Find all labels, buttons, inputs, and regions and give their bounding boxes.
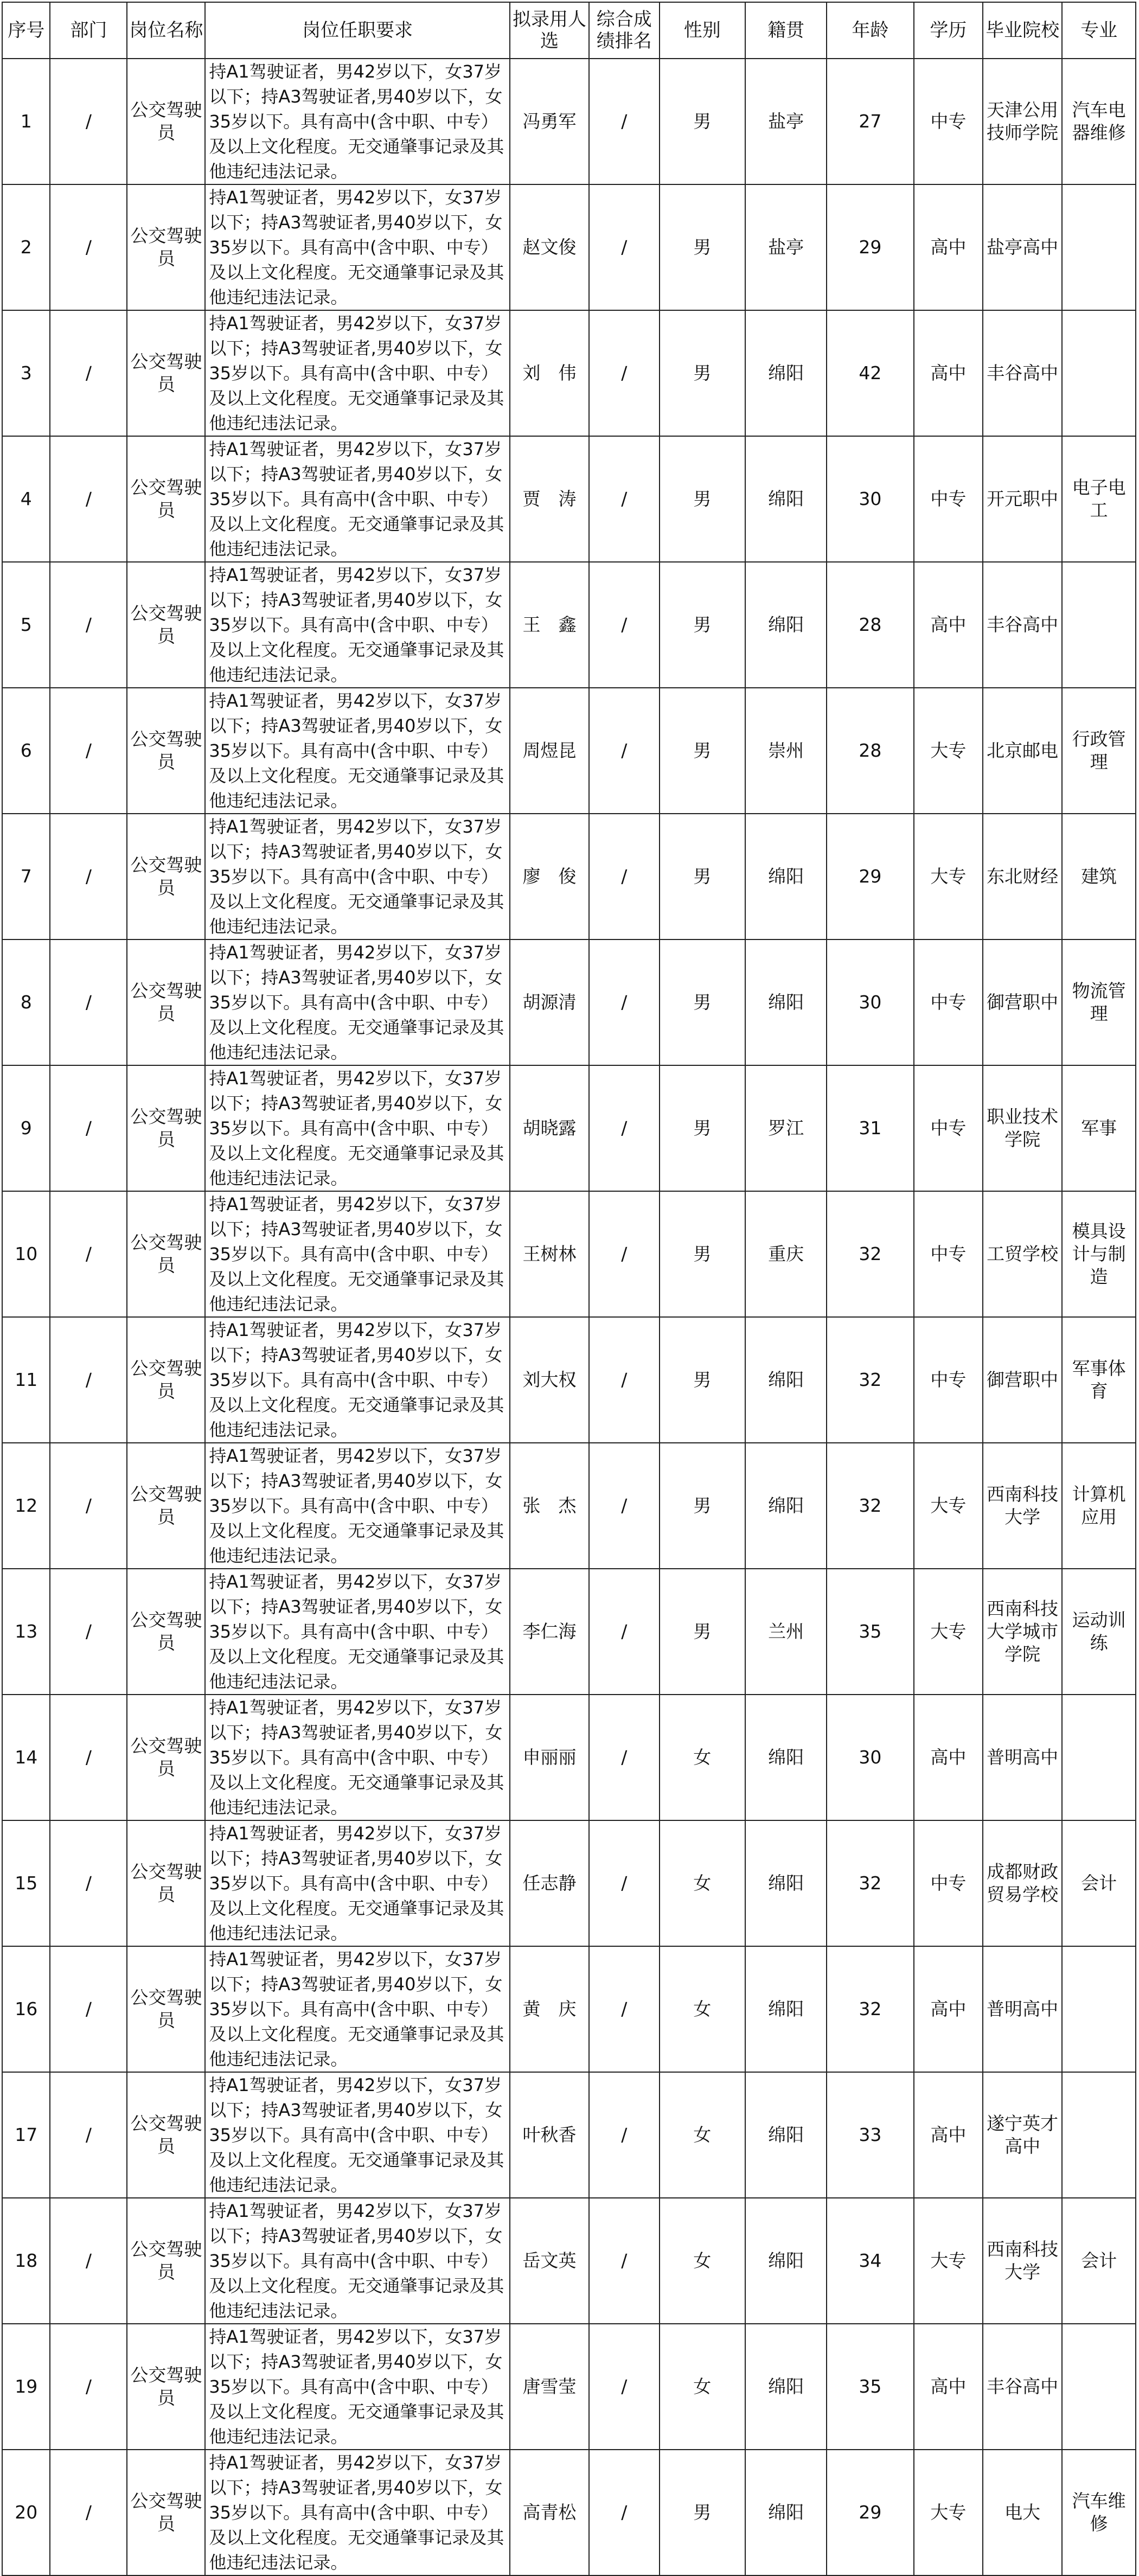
position-cell: 公交驾驶员	[127, 562, 205, 688]
origin-cell: 盐亭	[745, 184, 827, 310]
row-number-cell: 14	[2, 1695, 50, 1820]
position-cell: 公交驾驶员	[127, 310, 205, 436]
department-cell: /	[50, 2450, 127, 2575]
row-number-cell: 8	[2, 939, 50, 1065]
rank-cell: /	[589, 1695, 660, 1820]
school-cell: 北京邮电	[983, 688, 1062, 814]
rank-cell: /	[589, 436, 660, 562]
origin-cell: 绵阳	[745, 310, 827, 436]
candidate-name-cell: 胡源清	[510, 939, 589, 1065]
major-cell: 电子电工	[1062, 436, 1136, 562]
rank-cell: /	[589, 1946, 660, 2072]
position-cell: 公交驾驶员	[127, 1191, 205, 1317]
header-cell-origin: 籍贯	[745, 2, 827, 59]
age-cell: 28	[827, 562, 913, 688]
requirement-cell: 持A1驾驶证者，男42岁以下，女37岁以下；持A3驾驶证者,男40岁以下，女35岁以下。具有高中(含中职、中专）及以上文化程度。无交通肇事记录及其他违纪违法记录。	[205, 184, 510, 310]
education-cell: 高中	[914, 184, 983, 310]
requirement-cell: 持A1驾驶证者，男42岁以下，女37岁以下；持A3驾驶证者,男40岁以下，女35岁以下。具有高中(含中职、中专）及以上文化程度。无交通肇事记录及其他违纪违法记录。	[205, 1065, 510, 1191]
row-number-cell: 19	[2, 2324, 50, 2450]
rank-cell: /	[589, 1569, 660, 1695]
table-row	[2, 184, 1136, 310]
school-cell: 天津公用技师学院	[983, 59, 1062, 184]
education-cell: 中专	[914, 1191, 983, 1317]
age-cell: 32	[827, 1317, 913, 1443]
position-cell: 公交驾驶员	[127, 1695, 205, 1820]
row-number-cell: 4	[2, 436, 50, 562]
age-cell: 28	[827, 688, 913, 814]
department-cell: /	[50, 1946, 127, 2072]
position-cell: 公交驾驶员	[127, 2198, 205, 2324]
school-cell: 盐亭高中	[983, 184, 1062, 310]
header-cell-education: 学历	[914, 2, 983, 59]
row-number-cell: 6	[2, 688, 50, 814]
table-row	[2, 1317, 1136, 1443]
education-cell: 中专	[914, 939, 983, 1065]
table-row	[2, 562, 1136, 688]
requirement-cell: 持A1驾驶证者，男42岁以下，女37岁以下；持A3驾驶证者,男40岁以下，女35岁以下。具有高中(含中职、中专）及以上文化程度。无交通肇事记录及其他违纪违法记录。	[205, 2450, 510, 2575]
department-cell: /	[50, 310, 127, 436]
major-cell: 物流管理	[1062, 939, 1136, 1065]
header-cell-no: 序号	[2, 2, 50, 59]
major-cell	[1062, 1946, 1136, 2072]
education-cell: 大专	[914, 688, 983, 814]
age-cell: 35	[827, 1569, 913, 1695]
major-cell: 运动训练	[1062, 1569, 1136, 1695]
row-number-cell: 13	[2, 1569, 50, 1695]
row-number-cell: 3	[2, 310, 50, 436]
header-cell-rank: 综合成绩排名	[589, 2, 660, 59]
row-number-cell: 18	[2, 2198, 50, 2324]
school-cell: 普明高中	[983, 1695, 1062, 1820]
candidate-name-cell: 廖 俊	[510, 814, 589, 939]
requirement-cell: 持A1驾驶证者，男42岁以下，女37岁以下；持A3驾驶证者,男40岁以下，女35岁以下。具有高中(含中职、中专）及以上文化程度。无交通肇事记录及其他违纪违法记录。	[205, 436, 510, 562]
origin-cell: 绵阳	[745, 1946, 827, 2072]
requirement-cell: 持A1驾驶证者，男42岁以下，女37岁以下；持A3驾驶证者,男40岁以下，女35岁以下。具有高中(含中职、中专）及以上文化程度。无交通肇事记录及其他违纪违法记录。	[205, 1695, 510, 1820]
header-cell-gender: 性别	[660, 2, 745, 59]
education-cell: 高中	[914, 562, 983, 688]
row-number-cell: 7	[2, 814, 50, 939]
major-cell: 汽车电器维修	[1062, 59, 1136, 184]
origin-cell: 盐亭	[745, 59, 827, 184]
table-row	[2, 310, 1136, 436]
department-cell: /	[50, 2324, 127, 2450]
table-row	[2, 1820, 1136, 1946]
requirement-cell: 持A1驾驶证者，男42岁以下，女37岁以下；持A3驾驶证者,男40岁以下，女35岁以下。具有高中(含中职、中专）及以上文化程度。无交通肇事记录及其他违纪违法记录。	[205, 2324, 510, 2450]
row-number-cell: 11	[2, 1317, 50, 1443]
candidate-name-cell: 黄 庆	[510, 1946, 589, 2072]
education-cell: 高中	[914, 2324, 983, 2450]
requirement-cell: 持A1驾驶证者，男42岁以下，女37岁以下；持A3驾驶证者,男40岁以下，女35岁以下。具有高中(含中职、中专）及以上文化程度。无交通肇事记录及其他违纪违法记录。	[205, 1569, 510, 1695]
row-number-cell: 16	[2, 1946, 50, 2072]
position-cell: 公交驾驶员	[127, 814, 205, 939]
row-number-cell: 17	[2, 2072, 50, 2198]
requirement-cell: 持A1驾驶证者，男42岁以下，女37岁以下；持A3驾驶证者,男40岁以下，女35岁以下。具有高中(含中职、中专）及以上文化程度。无交通肇事记录及其他违纪违法记录。	[205, 562, 510, 688]
candidate-name-cell: 刘 伟	[510, 310, 589, 436]
candidate-name-cell: 唐雪莹	[510, 2324, 589, 2450]
candidate-name-cell: 贾 涛	[510, 436, 589, 562]
origin-cell: 绵阳	[745, 2198, 827, 2324]
gender-cell: 男	[660, 436, 745, 562]
department-cell: /	[50, 1191, 127, 1317]
school-cell: 工贸学校	[983, 1191, 1062, 1317]
school-cell: 遂宁英才高中	[983, 2072, 1062, 2198]
table-row	[2, 1191, 1136, 1317]
position-cell: 公交驾驶员	[127, 59, 205, 184]
row-number-cell: 10	[2, 1191, 50, 1317]
origin-cell: 绵阳	[745, 2072, 827, 2198]
rank-cell: /	[589, 2324, 660, 2450]
education-cell: 高中	[914, 1946, 983, 2072]
requirement-cell: 持A1驾驶证者，男42岁以下，女37岁以下；持A3驾驶证者,男40岁以下，女35岁以下。具有高中(含中职、中专）及以上文化程度。无交通肇事记录及其他违纪违法记录。	[205, 1820, 510, 1946]
major-cell: 军事	[1062, 1065, 1136, 1191]
header-cell-candidate: 拟录用人选	[510, 2, 589, 59]
candidate-name-cell: 高青松	[510, 2450, 589, 2575]
age-cell: 30	[827, 436, 913, 562]
gender-cell: 男	[660, 562, 745, 688]
requirement-cell: 持A1驾驶证者，男42岁以下，女37岁以下；持A3驾驶证者,男40岁以下，女35岁以下。具有高中(含中职、中专）及以上文化程度。无交通肇事记录及其他违纪违法记录。	[205, 814, 510, 939]
school-cell: 普明高中	[983, 1946, 1062, 2072]
gender-cell: 女	[660, 1695, 745, 1820]
rank-cell: /	[589, 562, 660, 688]
gender-cell: 男	[660, 939, 745, 1065]
table-body	[2, 59, 1136, 2575]
rank-cell: /	[589, 1443, 660, 1569]
department-cell: /	[50, 688, 127, 814]
age-cell: 42	[827, 310, 913, 436]
position-cell: 公交驾驶员	[127, 436, 205, 562]
gender-cell: 男	[660, 1191, 745, 1317]
department-cell: /	[50, 1065, 127, 1191]
table-row	[2, 939, 1136, 1065]
position-cell: 公交驾驶员	[127, 1569, 205, 1695]
candidate-name-cell: 岳文英	[510, 2198, 589, 2324]
gender-cell: 男	[660, 1065, 745, 1191]
age-cell: 32	[827, 1820, 913, 1946]
header-cell-dept: 部门	[50, 2, 127, 59]
header-cell-requirement: 岗位任职要求	[205, 2, 510, 59]
department-cell: /	[50, 939, 127, 1065]
major-cell: 行政管理	[1062, 688, 1136, 814]
school-cell: 西南科技大学城市学院	[983, 1569, 1062, 1695]
gender-cell: 女	[660, 1946, 745, 2072]
position-cell: 公交驾驶员	[127, 1820, 205, 1946]
age-cell: 32	[827, 1191, 913, 1317]
origin-cell: 重庆	[745, 1191, 827, 1317]
school-cell: 御营职中	[983, 1317, 1062, 1443]
age-cell: 35	[827, 2324, 913, 2450]
origin-cell: 绵阳	[745, 1443, 827, 1569]
education-cell: 中专	[914, 436, 983, 562]
gender-cell: 女	[660, 1820, 745, 1946]
department-cell: /	[50, 562, 127, 688]
major-cell: 会计	[1062, 2198, 1136, 2324]
major-cell: 会计	[1062, 1820, 1136, 1946]
department-cell: /	[50, 1569, 127, 1695]
school-cell: 丰谷高中	[983, 310, 1062, 436]
gender-cell: 男	[660, 1443, 745, 1569]
age-cell: 30	[827, 1695, 913, 1820]
education-cell: 中专	[914, 1065, 983, 1191]
table-row	[2, 1065, 1136, 1191]
school-cell: 丰谷高中	[983, 562, 1062, 688]
school-cell: 职业技术学院	[983, 1065, 1062, 1191]
major-cell: 模具设计与制造	[1062, 1191, 1136, 1317]
origin-cell: 绵阳	[745, 2450, 827, 2575]
rank-cell: /	[589, 1317, 660, 1443]
position-cell: 公交驾驶员	[127, 939, 205, 1065]
age-cell: 30	[827, 939, 913, 1065]
requirement-cell: 持A1驾驶证者，男42岁以下，女37岁以下；持A3驾驶证者,男40岁以下，女35岁以下。具有高中(含中职、中专）及以上文化程度。无交通肇事记录及其他违纪违法记录。	[205, 1946, 510, 2072]
age-cell: 32	[827, 1443, 913, 1569]
candidate-name-cell: 周煜昆	[510, 688, 589, 814]
table-row	[2, 2324, 1136, 2450]
major-cell	[1062, 184, 1136, 310]
age-cell: 34	[827, 2198, 913, 2324]
major-cell	[1062, 2324, 1136, 2450]
row-number-cell: 12	[2, 1443, 50, 1569]
education-cell: 高中	[914, 310, 983, 436]
major-cell	[1062, 2072, 1136, 2198]
table-row	[2, 814, 1136, 939]
origin-cell: 绵阳	[745, 1317, 827, 1443]
header-cell-age: 年龄	[827, 2, 913, 59]
candidate-name-cell: 李仁海	[510, 1569, 589, 1695]
department-cell: /	[50, 436, 127, 562]
education-cell: 高中	[914, 2072, 983, 2198]
gender-cell: 女	[660, 2198, 745, 2324]
school-cell: 电大	[983, 2450, 1062, 2575]
candidate-name-cell: 冯勇军	[510, 59, 589, 184]
major-cell: 汽车维修	[1062, 2450, 1136, 2575]
table-row	[2, 1569, 1136, 1695]
requirement-cell: 持A1驾驶证者，男42岁以下，女37岁以下；持A3驾驶证者,男40岁以下，女35岁以下。具有高中(含中职、中专）及以上文化程度。无交通肇事记录及其他违纪违法记录。	[205, 2072, 510, 2198]
age-cell: 32	[827, 1946, 913, 2072]
department-cell: /	[50, 184, 127, 310]
requirement-cell: 持A1驾驶证者，男42岁以下，女37岁以下；持A3驾驶证者,男40岁以下，女35岁以下。具有高中(含中职、中专）及以上文化程度。无交通肇事记录及其他违纪违法记录。	[205, 310, 510, 436]
table-header-row	[2, 2, 1136, 59]
requirement-cell: 持A1驾驶证者，男42岁以下，女37岁以下；持A3驾驶证者,男40岁以下，女35岁以下。具有高中(含中职、中专）及以上文化程度。无交通肇事记录及其他违纪违法记录。	[205, 1443, 510, 1569]
rank-cell: /	[589, 310, 660, 436]
header-cell-major: 专业	[1062, 2, 1136, 59]
position-cell: 公交驾驶员	[127, 184, 205, 310]
header-cell-school: 毕业院校	[983, 2, 1062, 59]
rank-cell: /	[589, 184, 660, 310]
rank-cell: /	[589, 1065, 660, 1191]
table-row	[2, 59, 1136, 184]
rank-cell: /	[589, 2450, 660, 2575]
education-cell: 大专	[914, 2450, 983, 2575]
school-cell: 东北财经	[983, 814, 1062, 939]
origin-cell: 兰州	[745, 1569, 827, 1695]
rank-cell: /	[589, 59, 660, 184]
education-cell: 大专	[914, 814, 983, 939]
position-cell: 公交驾驶员	[127, 1443, 205, 1569]
gender-cell: 男	[660, 184, 745, 310]
row-number-cell: 5	[2, 562, 50, 688]
table-row	[2, 2450, 1136, 2575]
department-cell: /	[50, 2198, 127, 2324]
origin-cell: 绵阳	[745, 2324, 827, 2450]
candidate-name-cell: 申丽丽	[510, 1695, 589, 1820]
requirement-cell: 持A1驾驶证者，男42岁以下，女37岁以下；持A3驾驶证者,男40岁以下，女35岁以下。具有高中(含中职、中专）及以上文化程度。无交通肇事记录及其他违纪违法记录。	[205, 1191, 510, 1317]
candidate-name-cell: 赵文俊	[510, 184, 589, 310]
school-cell: 开元职中	[983, 436, 1062, 562]
age-cell: 29	[827, 184, 913, 310]
gender-cell: 男	[660, 2450, 745, 2575]
row-number-cell: 9	[2, 1065, 50, 1191]
candidate-name-cell: 胡晓露	[510, 1065, 589, 1191]
rank-cell: /	[589, 939, 660, 1065]
major-cell: 军事体育	[1062, 1317, 1136, 1443]
position-cell: 公交驾驶员	[127, 2072, 205, 2198]
requirement-cell: 持A1驾驶证者，男42岁以下，女37岁以下；持A3驾驶证者,男40岁以下，女35岁以下。具有高中(含中职、中专）及以上文化程度。无交通肇事记录及其他违纪违法记录。	[205, 59, 510, 184]
department-cell: /	[50, 2072, 127, 2198]
major-cell: 计算机应用	[1062, 1443, 1136, 1569]
education-cell: 中专	[914, 1317, 983, 1443]
table-row	[2, 688, 1136, 814]
position-cell: 公交驾驶员	[127, 1946, 205, 2072]
origin-cell: 崇州	[745, 688, 827, 814]
age-cell: 27	[827, 59, 913, 184]
position-cell: 公交驾驶员	[127, 1065, 205, 1191]
department-cell: /	[50, 59, 127, 184]
rank-cell: /	[589, 688, 660, 814]
table-row	[2, 1443, 1136, 1569]
gender-cell: 男	[660, 1317, 745, 1443]
row-number-cell: 15	[2, 1820, 50, 1946]
candidate-name-cell: 任志静	[510, 1820, 589, 1946]
hiring-list-sheet	[2, 2, 1136, 2576]
rank-cell: /	[589, 814, 660, 939]
education-cell: 中专	[914, 1820, 983, 1946]
position-cell: 公交驾驶员	[127, 2450, 205, 2575]
gender-cell: 男	[660, 310, 745, 436]
department-cell: /	[50, 1820, 127, 1946]
table-row	[2, 2198, 1136, 2324]
school-cell: 西南科技大学	[983, 2198, 1062, 2324]
age-cell: 29	[827, 2450, 913, 2575]
education-cell: 高中	[914, 1695, 983, 1820]
gender-cell: 女	[660, 2324, 745, 2450]
rank-cell: /	[589, 2072, 660, 2198]
candidate-name-cell: 张 杰	[510, 1443, 589, 1569]
major-cell	[1062, 1695, 1136, 1820]
rank-cell: /	[589, 2198, 660, 2324]
requirement-cell: 持A1驾驶证者，男42岁以下，女37岁以下；持A3驾驶证者,男40岁以下，女35岁以下。具有高中(含中职、中专）及以上文化程度。无交通肇事记录及其他违纪违法记录。	[205, 1317, 510, 1443]
age-cell: 33	[827, 2072, 913, 2198]
school-cell: 西南科技大学	[983, 1443, 1062, 1569]
major-cell: 建筑	[1062, 814, 1136, 939]
school-cell: 成都财政贸易学校	[983, 1820, 1062, 1946]
candidate-name-cell: 王树林	[510, 1191, 589, 1317]
education-cell: 中专	[914, 59, 983, 184]
origin-cell: 绵阳	[745, 436, 827, 562]
table-row	[2, 1695, 1136, 1820]
row-number-cell: 2	[2, 184, 50, 310]
header-cell-position: 岗位名称	[127, 2, 205, 59]
table-row	[2, 2072, 1136, 2198]
requirement-cell: 持A1驾驶证者，男42岁以下，女37岁以下；持A3驾驶证者,男40岁以下，女35岁以下。具有高中(含中职、中专）及以上文化程度。无交通肇事记录及其他违纪违法记录。	[205, 939, 510, 1065]
gender-cell: 女	[660, 2072, 745, 2198]
candidate-name-cell: 叶秋香	[510, 2072, 589, 2198]
origin-cell: 罗江	[745, 1065, 827, 1191]
department-cell: /	[50, 814, 127, 939]
rank-cell: /	[589, 1820, 660, 1946]
department-cell: /	[50, 1443, 127, 1569]
origin-cell: 绵阳	[745, 562, 827, 688]
table-row	[2, 436, 1136, 562]
position-cell: 公交驾驶员	[127, 1317, 205, 1443]
major-cell	[1062, 310, 1136, 436]
age-cell: 31	[827, 1065, 913, 1191]
requirement-cell: 持A1驾驶证者，男42岁以下，女37岁以下；持A3驾驶证者,男40岁以下，女35岁以下。具有高中(含中职、中专）及以上文化程度。无交通肇事记录及其他违纪违法记录。	[205, 2198, 510, 2324]
school-cell: 御营职中	[983, 939, 1062, 1065]
gender-cell: 男	[660, 688, 745, 814]
requirement-cell: 持A1驾驶证者，男42岁以下，女37岁以下；持A3驾驶证者,男40岁以下，女35岁以下。具有高中(含中职、中专）及以上文化程度。无交通肇事记录及其他违纪违法记录。	[205, 688, 510, 814]
major-cell	[1062, 562, 1136, 688]
education-cell: 大专	[914, 1569, 983, 1695]
position-cell: 公交驾驶员	[127, 688, 205, 814]
education-cell: 大专	[914, 1443, 983, 1569]
candidate-name-cell: 刘大权	[510, 1317, 589, 1443]
gender-cell: 男	[660, 1569, 745, 1695]
row-number-cell: 20	[2, 2450, 50, 2575]
rank-cell: /	[589, 1191, 660, 1317]
gender-cell: 男	[660, 59, 745, 184]
school-cell: 丰谷高中	[983, 2324, 1062, 2450]
origin-cell: 绵阳	[745, 814, 827, 939]
department-cell: /	[50, 1317, 127, 1443]
age-cell: 29	[827, 814, 913, 939]
table-row	[2, 1946, 1136, 2072]
origin-cell: 绵阳	[745, 1695, 827, 1820]
row-number-cell: 1	[2, 59, 50, 184]
candidate-name-cell: 王 鑫	[510, 562, 589, 688]
gender-cell: 男	[660, 814, 745, 939]
origin-cell: 绵阳	[745, 1820, 827, 1946]
position-cell: 公交驾驶员	[127, 2324, 205, 2450]
education-cell: 大专	[914, 2198, 983, 2324]
origin-cell: 绵阳	[745, 939, 827, 1065]
candidate-table	[2, 2, 1136, 2576]
department-cell: /	[50, 1695, 127, 1820]
